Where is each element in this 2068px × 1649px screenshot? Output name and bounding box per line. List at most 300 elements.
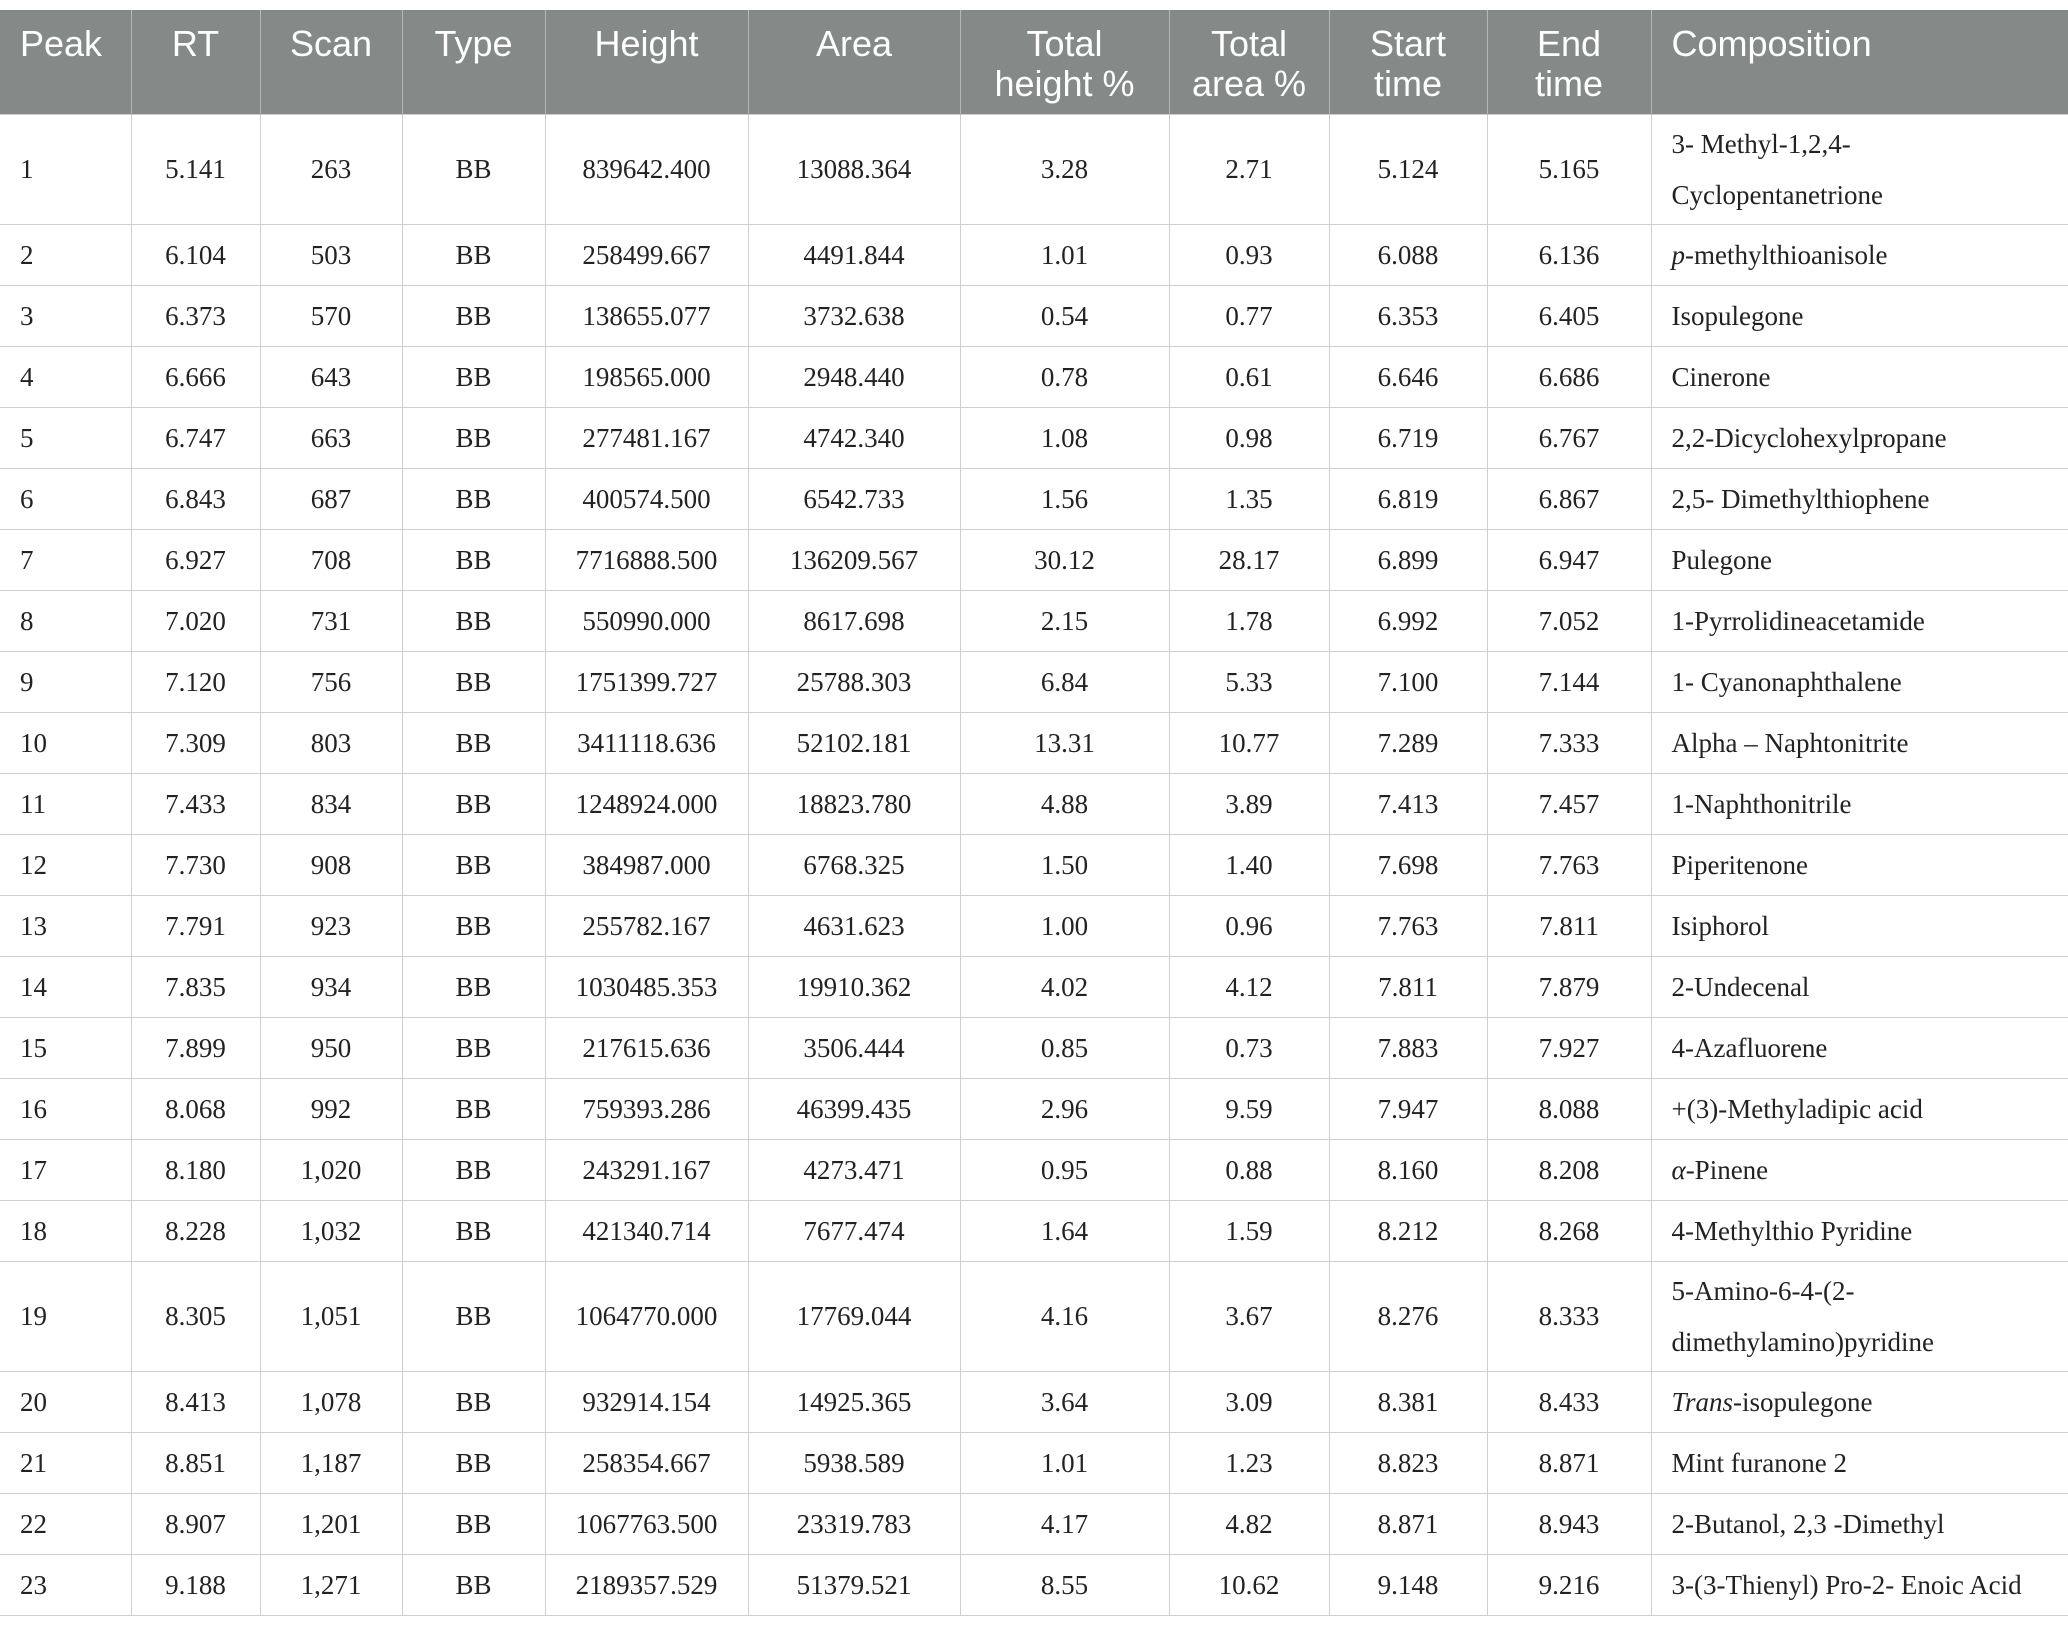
header-area: Area [748, 10, 960, 115]
cell-start-time: 8.381 [1329, 1372, 1487, 1433]
composition-italic-prefix: α [1671, 1154, 1686, 1185]
cell-area: 3506.444 [748, 1018, 960, 1079]
table-row [0, 774, 2068, 835]
cell-height: 217615.636 [545, 1018, 748, 1079]
cell-type: BB [402, 408, 545, 469]
composition-text: 4-Azafluorene [1671, 1032, 1828, 1063]
cell-end-time: 6.867 [1487, 469, 1651, 530]
cell-end-time: 8.088 [1487, 1079, 1651, 1140]
cell-area: 52102.181 [748, 713, 960, 774]
cell-peak: 22 [0, 1494, 131, 1555]
cell-total-area: 1.78 [1169, 591, 1329, 652]
cell-total-area: 10.77 [1169, 713, 1329, 774]
cell-area: 25788.303 [748, 652, 960, 713]
cell-height: 2189357.529 [545, 1555, 748, 1616]
cell-type: BB [402, 1433, 545, 1494]
cell-rt: 8.413 [131, 1372, 260, 1433]
cell-composition [1651, 530, 2068, 591]
cell-area: 13088.364 [748, 115, 960, 225]
cell-total-height: 1.00 [960, 896, 1169, 957]
cell-rt: 7.899 [131, 1018, 260, 1079]
cell-total-area: 10.62 [1169, 1555, 1329, 1616]
cell-start-time: 5.124 [1329, 115, 1487, 225]
cell-scan: 663 [260, 408, 402, 469]
cell-composition [1651, 469, 2068, 530]
table-row [0, 1433, 2068, 1494]
cell-start-time: 8.871 [1329, 1494, 1487, 1555]
table-row [0, 115, 2068, 225]
cell-height: 198565.000 [545, 347, 748, 408]
cell-height: 1064770.000 [545, 1262, 748, 1372]
cell-scan: 1,201 [260, 1494, 402, 1555]
cell-total-height: 13.31 [960, 713, 1169, 774]
table-row [0, 957, 2068, 1018]
header-peak: Peak [0, 10, 131, 115]
cell-end-time: 7.763 [1487, 835, 1651, 896]
cell-rt: 8.180 [131, 1140, 260, 1201]
cell-total-area: 0.93 [1169, 225, 1329, 286]
cell-height: 1751399.727 [545, 652, 748, 713]
header-total-height [960, 10, 1169, 115]
cell-rt: 7.020 [131, 591, 260, 652]
composition-text: 2,5- Dimethylthiophene [1671, 483, 1930, 514]
cell-peak: 5 [0, 408, 131, 469]
cell-rt: 8.907 [131, 1494, 260, 1555]
cell-start-time: 8.212 [1329, 1201, 1487, 1262]
cell-height: 258499.667 [545, 225, 748, 286]
cell-rt: 7.120 [131, 652, 260, 713]
cell-end-time: 6.405 [1487, 286, 1651, 347]
cell-rt: 6.927 [131, 530, 260, 591]
cell-scan: 731 [260, 591, 402, 652]
cell-rt: 5.141 [131, 115, 260, 225]
cell-total-height: 1.50 [960, 835, 1169, 896]
cell-start-time: 7.811 [1329, 957, 1487, 1018]
cell-type: BB [402, 957, 545, 1018]
cell-end-time: 9.216 [1487, 1555, 1651, 1616]
cell-height: 277481.167 [545, 408, 748, 469]
cell-composition [1651, 957, 2068, 1018]
cell-area: 4273.471 [748, 1140, 960, 1201]
composition-text: +(3)-Methyladipic acid [1671, 1093, 1923, 1124]
cell-composition [1651, 1494, 2068, 1555]
cell-end-time: 8.268 [1487, 1201, 1651, 1262]
cell-start-time: 7.698 [1329, 835, 1487, 896]
cell-composition [1651, 652, 2068, 713]
cell-height: 255782.167 [545, 896, 748, 957]
cell-scan: 992 [260, 1079, 402, 1140]
cell-scan: 1,020 [260, 1140, 402, 1201]
table-row [0, 1555, 2068, 1616]
cell-area: 6542.733 [748, 469, 960, 530]
composition-text: Piperitenone [1671, 849, 1808, 880]
cell-type: BB [402, 1372, 545, 1433]
cell-start-time: 7.883 [1329, 1018, 1487, 1079]
cell-type: BB [402, 1079, 545, 1140]
cell-rt: 7.835 [131, 957, 260, 1018]
cell-area: 2948.440 [748, 347, 960, 408]
cell-total-area: 0.98 [1169, 408, 1329, 469]
composition-text: 3-(3-Thienyl) Pro-2- Enoic Acid [1671, 1569, 2022, 1600]
cell-peak: 12 [0, 835, 131, 896]
header-end-time-line1: End [1536, 23, 1602, 64]
header-end-time [1487, 10, 1651, 115]
cell-rt: 6.843 [131, 469, 260, 530]
cell-type: BB [402, 713, 545, 774]
composition-text: 3- Methyl-1,2,4-Cyclopentanetrione [1671, 128, 1883, 210]
cell-start-time: 6.899 [1329, 530, 1487, 591]
cell-start-time: 6.646 [1329, 347, 1487, 408]
composition-text: 1- Cyanonaphthalene [1671, 666, 1902, 697]
cell-total-area: 9.59 [1169, 1079, 1329, 1140]
table-header [0, 10, 2068, 115]
composition-text: Pulegone [1671, 544, 1772, 575]
table-row [0, 530, 2068, 591]
cell-type: BB [402, 774, 545, 835]
cell-rt: 6.666 [131, 347, 260, 408]
cell-peak: 15 [0, 1018, 131, 1079]
cell-composition [1651, 591, 2068, 652]
cell-start-time: 8.276 [1329, 1262, 1487, 1372]
cell-total-height: 1.01 [960, 225, 1169, 286]
cell-total-height: 4.16 [960, 1262, 1169, 1372]
cell-end-time: 8.943 [1487, 1494, 1651, 1555]
cell-area: 7677.474 [748, 1201, 960, 1262]
cell-area: 46399.435 [748, 1079, 960, 1140]
header-start-time [1329, 10, 1487, 115]
cell-end-time: 7.333 [1487, 713, 1651, 774]
composition-text: 2,2-Dicyclohexylpropane [1671, 422, 1947, 453]
cell-peak: 14 [0, 957, 131, 1018]
cell-total-height: 0.95 [960, 1140, 1169, 1201]
cell-scan: 834 [260, 774, 402, 835]
cell-total-height: 0.85 [960, 1018, 1169, 1079]
cell-total-height: 3.64 [960, 1372, 1169, 1433]
cell-scan: 950 [260, 1018, 402, 1079]
table-row [0, 1079, 2068, 1140]
composition-text: Alpha – Naphtonitrite [1671, 727, 1909, 758]
cell-composition [1651, 774, 2068, 835]
cell-composition [1651, 896, 2068, 957]
cell-peak: 10 [0, 713, 131, 774]
table-row [0, 835, 2068, 896]
cell-start-time: 6.353 [1329, 286, 1487, 347]
cell-type: BB [402, 591, 545, 652]
cell-composition [1651, 286, 2068, 347]
table-row [0, 713, 2068, 774]
table-row [0, 1262, 2068, 1372]
cell-total-area: 1.23 [1169, 1433, 1329, 1494]
cell-composition [1651, 1555, 2068, 1616]
cell-composition [1651, 1372, 2068, 1433]
cell-area: 51379.521 [748, 1555, 960, 1616]
cell-start-time: 6.819 [1329, 469, 1487, 530]
cell-total-area: 28.17 [1169, 530, 1329, 591]
cell-rt: 8.851 [131, 1433, 260, 1494]
cell-scan: 934 [260, 957, 402, 1018]
cell-total-height: 8.55 [960, 1555, 1169, 1616]
cell-area: 17769.044 [748, 1262, 960, 1372]
cell-area: 19910.362 [748, 957, 960, 1018]
cell-rt: 8.305 [131, 1262, 260, 1372]
cell-total-area: 1.40 [1169, 835, 1329, 896]
cell-start-time: 7.763 [1329, 896, 1487, 957]
cell-peak: 7 [0, 530, 131, 591]
cell-type: BB [402, 347, 545, 408]
cell-end-time: 8.208 [1487, 1140, 1651, 1201]
cell-composition [1651, 1262, 2068, 1372]
cell-total-height: 0.54 [960, 286, 1169, 347]
cell-type: BB [402, 652, 545, 713]
cell-total-area: 0.61 [1169, 347, 1329, 408]
cell-total-area: 3.89 [1169, 774, 1329, 835]
cell-scan: 908 [260, 835, 402, 896]
composition-italic-prefix: Trans [1671, 1386, 1734, 1417]
cell-total-area: 5.33 [1169, 652, 1329, 713]
cell-total-height: 6.84 [960, 652, 1169, 713]
cell-height: 7716888.500 [545, 530, 748, 591]
cell-rt: 7.791 [131, 896, 260, 957]
cell-peak: 16 [0, 1079, 131, 1140]
cell-rt: 6.373 [131, 286, 260, 347]
header-row [0, 10, 2068, 115]
cell-scan: 1,187 [260, 1433, 402, 1494]
table-row [0, 591, 2068, 652]
cell-type: BB [402, 835, 545, 896]
cell-scan: 803 [260, 713, 402, 774]
cell-end-time: 7.811 [1487, 896, 1651, 957]
cell-height: 138655.077 [545, 286, 748, 347]
cell-scan: 1,078 [260, 1372, 402, 1433]
cell-start-time: 7.289 [1329, 713, 1487, 774]
cell-scan: 570 [260, 286, 402, 347]
cell-rt: 8.228 [131, 1201, 260, 1262]
cell-rt: 6.747 [131, 408, 260, 469]
cell-end-time: 8.871 [1487, 1433, 1651, 1494]
table-row [0, 347, 2068, 408]
cell-start-time: 9.148 [1329, 1555, 1487, 1616]
cell-type: BB [402, 225, 545, 286]
cell-height: 384987.000 [545, 835, 748, 896]
cell-area: 4742.340 [748, 408, 960, 469]
composition-text: -isopulegone [1733, 1386, 1873, 1417]
cell-end-time: 7.144 [1487, 652, 1651, 713]
header-start-time-line2: time [1373, 63, 1442, 104]
cell-rt: 9.188 [131, 1555, 260, 1616]
header-height: Height [545, 10, 748, 115]
header-type: Type [402, 10, 545, 115]
cell-end-time: 6.947 [1487, 530, 1651, 591]
cell-total-height: 1.56 [960, 469, 1169, 530]
cell-scan: 1,051 [260, 1262, 402, 1372]
cell-end-time: 5.165 [1487, 115, 1651, 225]
header-composition: Composition [1651, 10, 2068, 115]
table-row [0, 652, 2068, 713]
header-total-height-line2: height % [994, 63, 1135, 104]
cell-rt: 8.068 [131, 1079, 260, 1140]
table-row [0, 408, 2068, 469]
cell-area: 4491.844 [748, 225, 960, 286]
cell-peak: 23 [0, 1555, 131, 1616]
cell-type: BB [402, 1140, 545, 1201]
table-row [0, 1372, 2068, 1433]
cell-peak: 2 [0, 225, 131, 286]
cell-composition [1651, 835, 2068, 896]
cell-height: 1030485.353 [545, 957, 748, 1018]
composition-text: Isopulegone [1671, 300, 1804, 331]
cell-type: BB [402, 469, 545, 530]
table-row [0, 469, 2068, 530]
cell-type: BB [402, 1262, 545, 1372]
cell-total-height: 1.01 [960, 1433, 1169, 1494]
cell-start-time: 7.947 [1329, 1079, 1487, 1140]
cell-total-area: 4.12 [1169, 957, 1329, 1018]
cell-total-height: 0.78 [960, 347, 1169, 408]
composition-text: Mint furanone 2 [1671, 1447, 1847, 1478]
cell-area: 18823.780 [748, 774, 960, 835]
cell-area: 23319.783 [748, 1494, 960, 1555]
cell-total-area: 1.59 [1169, 1201, 1329, 1262]
cell-type: BB [402, 1018, 545, 1079]
cell-total-height: 4.88 [960, 774, 1169, 835]
cell-height: 1248924.000 [545, 774, 748, 835]
cell-total-height: 4.17 [960, 1494, 1169, 1555]
header-rt: RT [131, 10, 260, 115]
cell-peak: 17 [0, 1140, 131, 1201]
cell-total-area: 3.09 [1169, 1372, 1329, 1433]
cell-total-height: 2.96 [960, 1079, 1169, 1140]
cell-height: 839642.400 [545, 115, 748, 225]
cell-total-area: 0.88 [1169, 1140, 1329, 1201]
cell-total-area: 0.73 [1169, 1018, 1329, 1079]
cell-scan: 1,271 [260, 1555, 402, 1616]
cell-area: 14925.365 [748, 1372, 960, 1433]
cell-scan: 923 [260, 896, 402, 957]
cell-height: 3411118.636 [545, 713, 748, 774]
cell-end-time: 8.433 [1487, 1372, 1651, 1433]
cell-rt: 6.104 [131, 225, 260, 286]
cell-end-time: 8.333 [1487, 1262, 1651, 1372]
composition-text: -methylthioanisole [1685, 239, 1888, 270]
cell-total-area: 0.77 [1169, 286, 1329, 347]
cell-area: 5938.589 [748, 1433, 960, 1494]
cell-height: 258354.667 [545, 1433, 748, 1494]
cell-composition [1651, 1201, 2068, 1262]
cell-composition [1651, 1018, 2068, 1079]
cell-end-time: 6.767 [1487, 408, 1651, 469]
cell-start-time: 6.992 [1329, 591, 1487, 652]
cell-total-area: 1.35 [1169, 469, 1329, 530]
cell-end-time: 6.686 [1487, 347, 1651, 408]
cell-height: 932914.154 [545, 1372, 748, 1433]
cell-total-area: 0.96 [1169, 896, 1329, 957]
cell-type: BB [402, 286, 545, 347]
cell-total-height: 30.12 [960, 530, 1169, 591]
cell-type: BB [402, 896, 545, 957]
cell-end-time: 7.052 [1487, 591, 1651, 652]
cell-end-time: 7.457 [1487, 774, 1651, 835]
cell-type: BB [402, 115, 545, 225]
cell-start-time: 6.719 [1329, 408, 1487, 469]
cell-composition [1651, 713, 2068, 774]
composition-text: 1-Naphthonitrile [1671, 788, 1852, 819]
cell-type: BB [402, 530, 545, 591]
table-row [0, 225, 2068, 286]
cell-total-height: 2.15 [960, 591, 1169, 652]
header-total-area-line1: Total [1210, 23, 1288, 64]
cell-peak: 18 [0, 1201, 131, 1262]
composition-italic-prefix: p [1671, 239, 1685, 270]
composition-text: 4-Methylthio Pyridine [1671, 1215, 1913, 1246]
cell-scan: 687 [260, 469, 402, 530]
header-total-area [1169, 10, 1329, 115]
composition-text: Cinerone [1671, 361, 1771, 392]
cell-scan: 263 [260, 115, 402, 225]
table-row [0, 1140, 2068, 1201]
cell-peak: 8 [0, 591, 131, 652]
cell-rt: 7.309 [131, 713, 260, 774]
cell-total-height: 1.64 [960, 1201, 1169, 1262]
cell-composition [1651, 1433, 2068, 1494]
table-row [0, 1494, 2068, 1555]
table-row [0, 1018, 2068, 1079]
cell-start-time: 8.823 [1329, 1433, 1487, 1494]
cell-composition [1651, 408, 2068, 469]
cell-scan: 643 [260, 347, 402, 408]
cell-height: 759393.286 [545, 1079, 748, 1140]
cell-area: 6768.325 [748, 835, 960, 896]
cell-type: BB [402, 1555, 545, 1616]
cell-scan: 708 [260, 530, 402, 591]
cell-end-time: 7.927 [1487, 1018, 1651, 1079]
cell-scan: 1,032 [260, 1201, 402, 1262]
cell-peak: 21 [0, 1433, 131, 1494]
table-row [0, 1201, 2068, 1262]
cell-total-height: 3.28 [960, 115, 1169, 225]
cell-height: 1067763.500 [545, 1494, 748, 1555]
cell-scan: 756 [260, 652, 402, 713]
cell-composition [1651, 225, 2068, 286]
cell-area: 4631.623 [748, 896, 960, 957]
cell-peak: 11 [0, 774, 131, 835]
cell-end-time: 6.136 [1487, 225, 1651, 286]
cell-end-time: 7.879 [1487, 957, 1651, 1018]
header-scan: Scan [260, 10, 402, 115]
cell-type: BB [402, 1201, 545, 1262]
header-start-time-line1: Start [1369, 23, 1447, 64]
cell-composition [1651, 1140, 2068, 1201]
header-total-height-line1: Total [1026, 23, 1103, 64]
cell-composition [1651, 1079, 2068, 1140]
cell-start-time: 6.088 [1329, 225, 1487, 286]
composition-text: -Pinene [1685, 1154, 1769, 1185]
cell-height: 421340.714 [545, 1201, 748, 1262]
cell-peak: 9 [0, 652, 131, 713]
header-total-area-line2: area % [1191, 63, 1307, 104]
cell-peak: 1 [0, 115, 131, 225]
cell-peak: 20 [0, 1372, 131, 1433]
cell-composition [1651, 347, 2068, 408]
cell-peak: 19 [0, 1262, 131, 1372]
cell-peak: 13 [0, 896, 131, 957]
cell-rt: 7.433 [131, 774, 260, 835]
cell-start-time: 7.413 [1329, 774, 1487, 835]
cell-total-area: 2.71 [1169, 115, 1329, 225]
cell-rt: 7.730 [131, 835, 260, 896]
table-row [0, 286, 2068, 347]
table-body [0, 115, 2068, 1616]
cell-peak: 3 [0, 286, 131, 347]
